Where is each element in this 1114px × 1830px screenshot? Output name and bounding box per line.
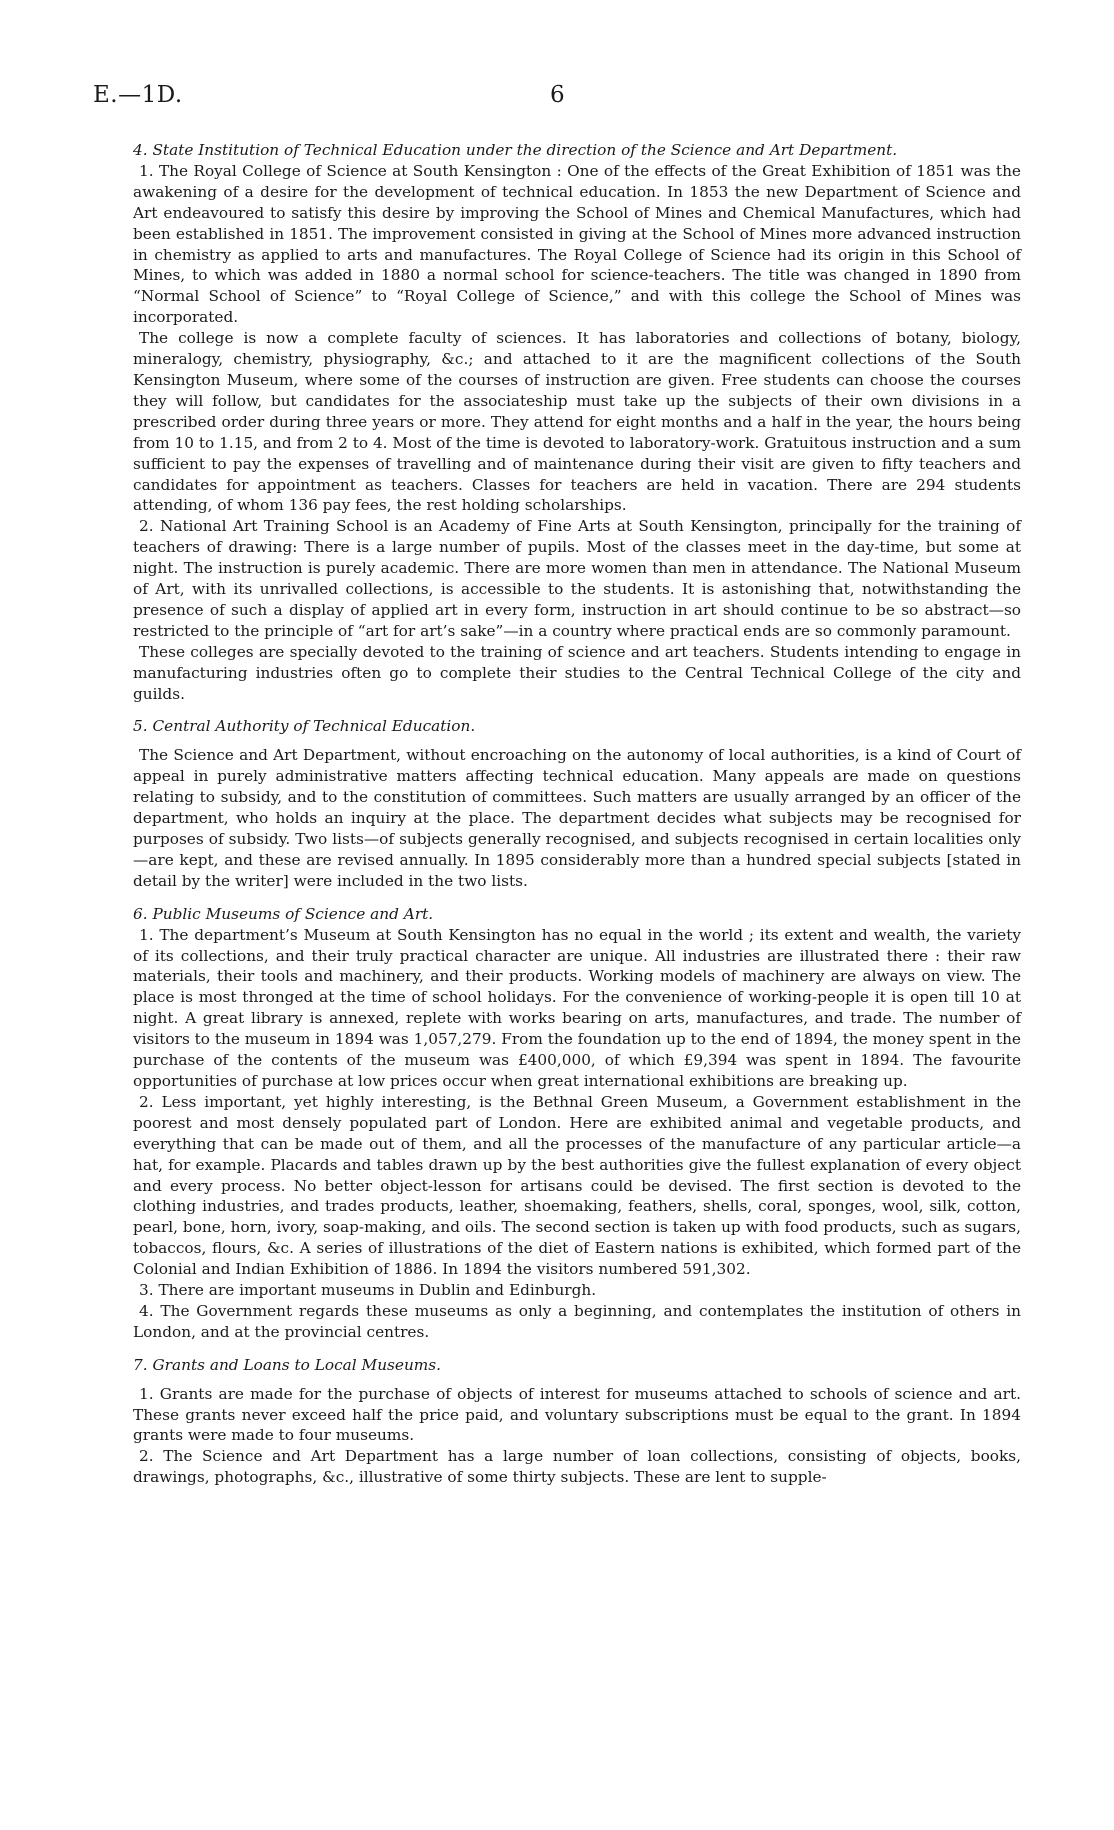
page-reference: E.—1D. [93,82,183,108]
section-4-paragraph: 1. The Royal College of Science at South Kensington : One of the effects of the Great Exhibition of 1851 was the awakening of a desire for the development of technical education. In 1853 the new Department of Science and Art endeavoured to satisfy this desire by improving the School of Mines and Chemical Manufactures, which had been established in 1851. The improvement consisted in giving at the School of Mines more advanced instruction in chemistry as applied to arts and manufactures. The Royal College of Science had its origin in this School of Mines, to which was added in 1880 a normal school for science-teachers. The title was changed in 1890 from “Normal School of Science” to “Royal College of Science,” and with this college the School of Mines was incorporated. [133,161,1021,327]
section-7-paragraph: 1. Grants are made for the purchase of objects of interest for museums attached to schools of science and art. These grants never exceed half the price paid, and voluntary subscriptions must be equal to the grant. In 1894 grants were made to four museums. [133,1384,1021,1445]
section-4-paragraph: The college is now a complete faculty of sciences. It has laboratories and collections of botany, biology, mineralogy, chemistry, physiography, &c.; and attached to it are the magnificent collections of the South Kensington Museum, where some of the courses of instruction are given. Free students can choose the courses they will follow, but candidates for the associateship must take up the subjects of their own divisions in a prescribed order during three years or more. They attend for eight months and a half in the year, the hours being from 10 to 1.15, and from 2 to 4. Most of the time is devoted to laboratory-work. Gratuitous instruction and a sum sufficient to pay the expenses of travelling and of maintenance during their visit are given to fifty teachers and candidates for appointment as teachers. Classes for teachers are held in vacation. There are 294 students attending, of whom 136 pay fees, the rest holding scholarships. [133,329,1021,515]
section-6-paragraph: 1. The department’s Museum at South Kensington has no equal in the world ; its extent and wealth, the variety of its collections, and their truly practical character are unique. All industries are illustrated there : their raw materials, their tools and machinery, and their products. Working models of machinery are always on view. The place is most thronged at the time of school holidays. For the convenience of working-people it is open till 10 at night. A great library is annexed, replete with works bearing on arts, manufactures, and trade. The number of visitors to the museum in 1894 was 1,057,279. From the foundation up to the end of 1894, the money spent in the purchase of the contents of the museum was £400,000, of which £9,394 was spent in 1894. The favourite opportunities of purchase at low prices occur when great international exhibitions are breaking up. [133,925,1021,1090]
section-6-paragraph: 2. Less important, yet highly interesting, is the Bethnal Green Museum, a Government establishment in the poorest and most densely populated part of London. Here are exhibited animal and vegetable products, and everything that can be made out of them, and all the processes of the manufacture of any particular article—a hat, for example. Placards and tables drawn up by the best authorities give the fullest explanation of every object and every process. No better object-lesson for artisans could be devised. The first section is devoted to the clothing industries, and trades products, leather, shoemaking, feathers, shells, coral, sponges, wool, silk, cotton, pearl, bone, horn, ivory, soap-making, and oils. The second section is taken up with food products, such as sugars, tobaccos, flours, &c. A series of illustrations of the diet of Eastern nations is exhibited, which formed part of the Colonial and Indian Exhibition of 1886. In 1894 the visitors numbered 591,302. [133,1092,1021,1279]
page-body [133,140,1021,1488]
section-6-paragraph: 3. There are important museums in Dublin and Edinburgh. [139,1281,597,1300]
section-4-paragraph: These colleges are specially devoted to the training of science and art teachers. Students intending to engage in manufacturing industries often go to complete their studies to the Central Technical College of the city and guilds. [133,642,1021,703]
section-5-title: 5. Central Authority of Technical Education. [133,717,476,736]
section-4-title: 4. State Institution of Technical Education under the direction of the Science and Art Department. [133,141,898,159]
section-4-paragraph: 2. National Art Training School is an Academy of Fine Arts at South Kensington, principally for the training of teachers of drawing: There is a large number of pupils. Most of the classes meet in the day-time, but some at night. The instruction is purely academic. There are more women than men in attendance. The National Museum of Art, with its unrivalled collections, is accessible to the students. It is astonishing that, notwithstanding the presence of such a display of applied art in every form, instruction in art should continue to be so abstract—so restricted to the principle of “art for art’s sake”—in a country where practical ends are so commonly paramount. [133,517,1021,640]
section-5-paragraph: The Science and Art Department, without encroaching on the autonomy of local authorities, is a kind of Court of appeal in purely administrative matters affecting technical education. Many appeals are made on questions relating to subsidy, and to the constitution of committees. Such matters are usually arranged by an officer of the department, who holds an inquiry at the place. The department decides what subjects may be recognised for purposes of subsidy. Two lists—of subjects generally recognised, and subjects recognised in certain localities only—are kept, and these are revised annually. In 1895 considerably more than a hundred special subjects [stated in detail by the writer] were included in the two lists. [133,746,1021,890]
section-7-paragraph: 2. The Science and Art Department has a large number of loan collections, consisting of objects, books, drawings, photographs, &c., illustrative of some thirty subjects. These are lent to supple- [133,1447,1021,1487]
section-6-paragraph: 4. The Government regards these museums as only a beginning, and contemplates the institution of others in London, and at the provincial centres. [133,1301,1021,1341]
section-7-title: 7. Grants and Loans to Local Museums. [133,1355,442,1374]
section-6-title: 6. Public Museums of Science and Art. [133,904,434,923]
page-number: 6 [550,82,565,108]
